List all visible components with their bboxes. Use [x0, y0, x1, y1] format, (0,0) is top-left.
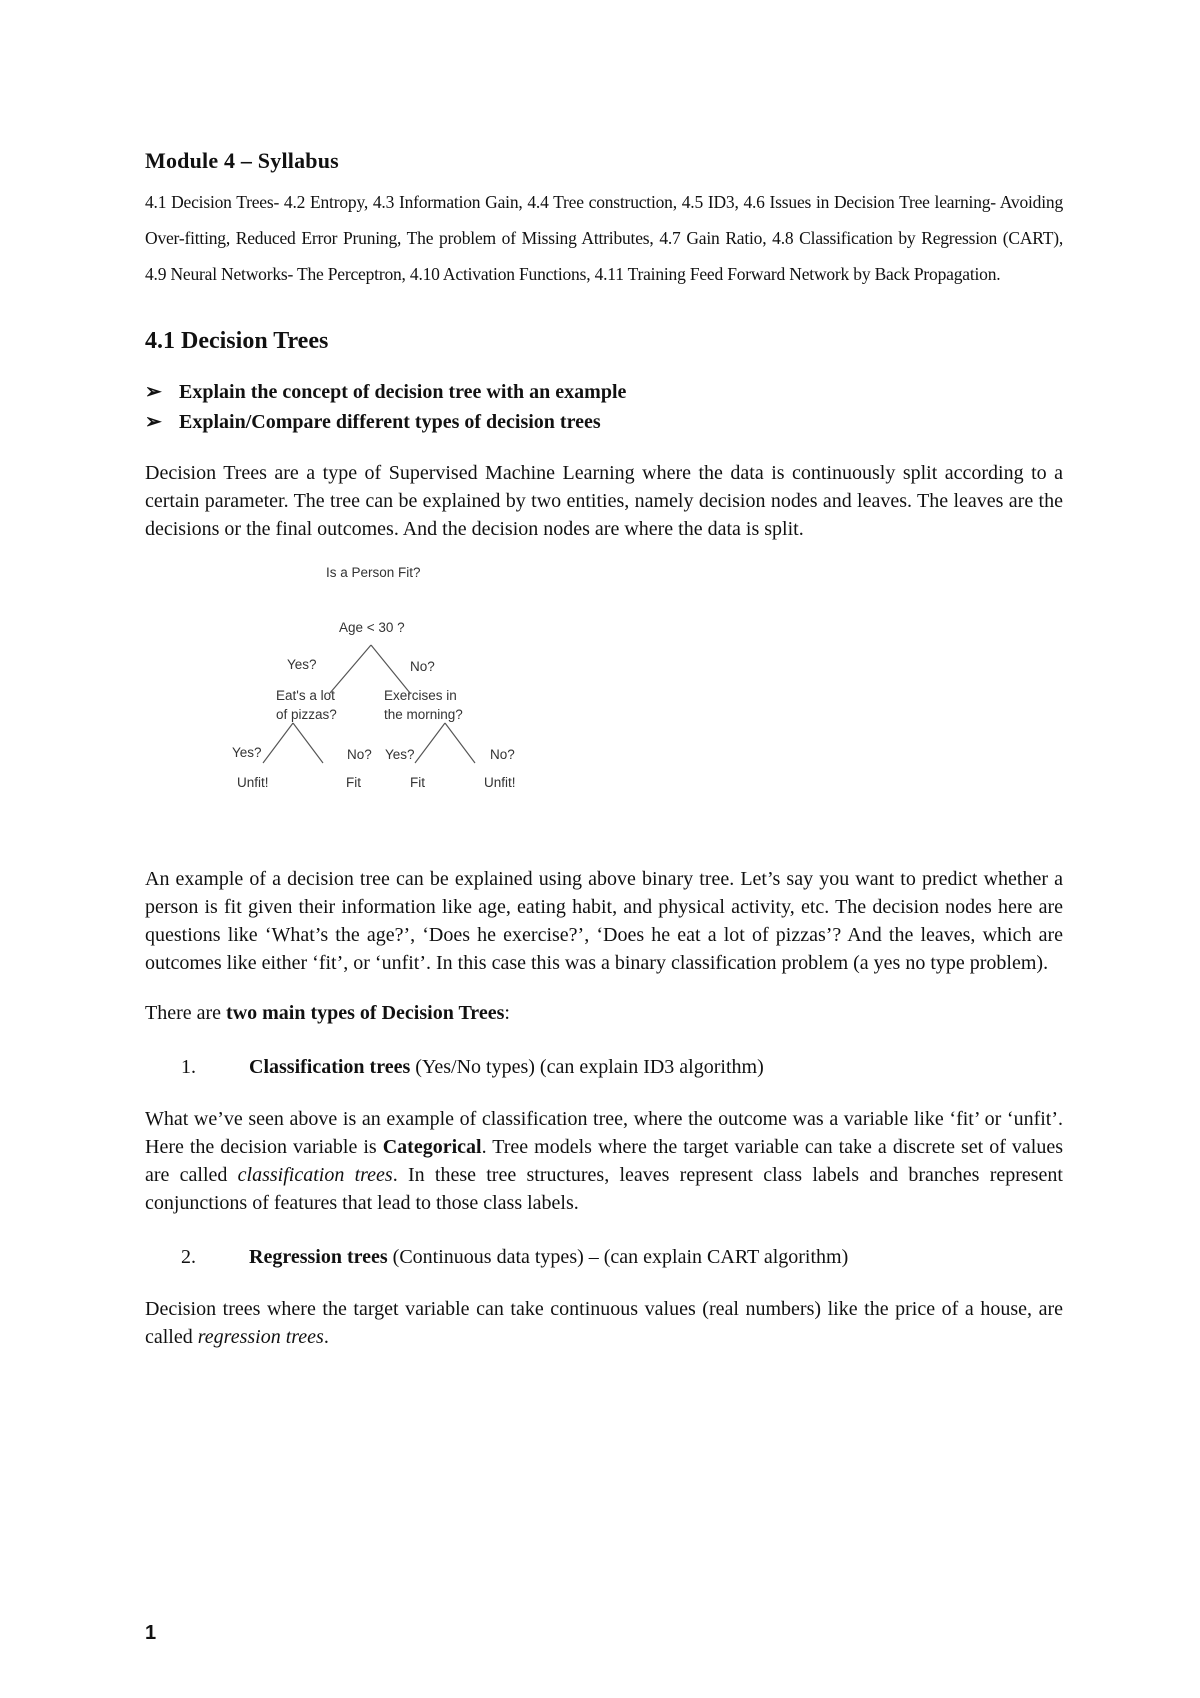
branch-line [330, 645, 371, 693]
type-name: Classification trees [249, 1056, 411, 1078]
tree-leaf: Fit [346, 775, 361, 790]
paragraph-text: Decision trees where the target variable can take continuous values (real numbers) like the price of a house, are called [145, 1298, 1063, 1348]
objective-text: Explain the concept of decision tree with an example [179, 381, 627, 403]
list-item-text [249, 1053, 764, 1081]
objective-text: Explain/Compare different types of decision trees [179, 411, 601, 433]
tree-edge-label: No? [410, 659, 435, 674]
tree-edge-label: No? [490, 747, 515, 762]
tree-decision-node: Eat's a lot [276, 688, 335, 703]
italic-term: classification trees [237, 1164, 393, 1186]
arrow-bullet-icon: ➢ [145, 381, 162, 403]
paragraph-text: What we’ve seen above is an example of classification tree, where the outcome was a variable like ‘fit’ or ‘unfit’. Here the decision variable is [145, 1108, 1063, 1158]
objective-item [145, 407, 1063, 437]
regression-paragraph [145, 1295, 1063, 1351]
tree-leaf: Fit [410, 775, 425, 790]
decision-tree-figure [145, 545, 1063, 835]
syllabus-body: 4.1 Decision Trees- 4.2 Entropy, 4.3 Information Gain, 4.4 Tree construction, 4.5 ID3, 4.6 Issues in Decision Tree learning- Avoiding Over-fitting, Reduced Error Pruning, The problem of Missing Attributes, 4.7 Gain Ratio, 4.8 Classification by Regression (CART), 4.9 Neural Networks- The Perceptron, 4.10 Activation Functions, 4.11 Training Feed Forward Network by Back Propagation. [145, 192, 1063, 284]
tree-edge-label: No? [347, 747, 372, 762]
types-intro-emphasis: two main types of Decision Trees [226, 1002, 505, 1024]
section-title: 4.1 Decision Trees [145, 328, 329, 354]
list-item-text [249, 1243, 848, 1271]
type-description: (Yes/No types) (can explain ID3 algorithm) [410, 1056, 764, 1078]
branch-line [445, 723, 475, 763]
types-intro-colon: : [504, 1002, 510, 1024]
tree-edge-label: Yes? [287, 657, 317, 672]
tree-edge-label: Yes? [232, 745, 262, 760]
example-paragraph: An example of a decision tree can be explained using above binary tree. Let’s say you want to predict whether a person is fit given their information like age, eating habit, and physical activity, etc. The decision nodes here are questions like ‘What’s the age?’, ‘Does he exercise?’, ‘Does he eat a lot of pizzas’? And the leaves, which are outcomes like either ‘fit’, or ‘unfit’. In this case this was a binary classification problem (a yes no type problem). [145, 868, 1063, 974]
tree-title: Is a Person Fit? [326, 565, 421, 580]
type-description: (Continuous data types) – (can explain CART algorithm) [387, 1246, 849, 1268]
type-item-classification [145, 1053, 1063, 1081]
paragraph-text: . [323, 1326, 329, 1348]
type-name: Regression trees [249, 1246, 388, 1268]
classification-paragraph [145, 1105, 1063, 1217]
list-number: 1. [181, 1056, 196, 1078]
type-item-regression [145, 1243, 1063, 1271]
tree-decision-node: Exercises in [384, 688, 457, 703]
branch-line [263, 723, 293, 763]
list-number: 2. [181, 1246, 196, 1268]
page-content [145, 148, 1063, 1351]
objective-list [145, 377, 1063, 437]
tree-leaf: Unfit! [484, 775, 516, 790]
page-number: 1 [145, 1622, 157, 1644]
tree-edge-label: Yes? [385, 747, 415, 762]
tree-leaf: Unfit! [237, 775, 269, 790]
paragraph-text: . Tree models where the target variable can take a discrete set of values are called [145, 1136, 1063, 1186]
paragraph-text: . In these tree structures, leaves represent class labels and branches represent conjunctions of features that lead to those class labels. [145, 1164, 1063, 1214]
branch-line [293, 723, 323, 763]
emphasis-text: Categorical [382, 1136, 482, 1158]
objective-item [145, 377, 1063, 407]
types-intro [145, 999, 1063, 1027]
arrow-bullet-icon: ➢ [145, 411, 162, 433]
types-intro-text: There are [145, 1002, 227, 1024]
syllabus-title: Module 4 – Syllabus [145, 148, 339, 173]
italic-term: regression trees [197, 1326, 324, 1348]
branch-line [415, 723, 445, 763]
intro-paragraph: Decision Trees are a type of Supervised Machine Learning where the data is continuously split according to a certain parameter. The tree can be explained by two entities, namely decision nodes and leaves. The leaves are the decisions or the final outcomes. And the decision nodes are where the data is split. [145, 462, 1063, 540]
tree-root-node: Age < 30 ? [339, 620, 405, 635]
tree-decision-node: the morning? [384, 707, 463, 722]
tree-decision-node: of pizzas? [276, 707, 337, 722]
